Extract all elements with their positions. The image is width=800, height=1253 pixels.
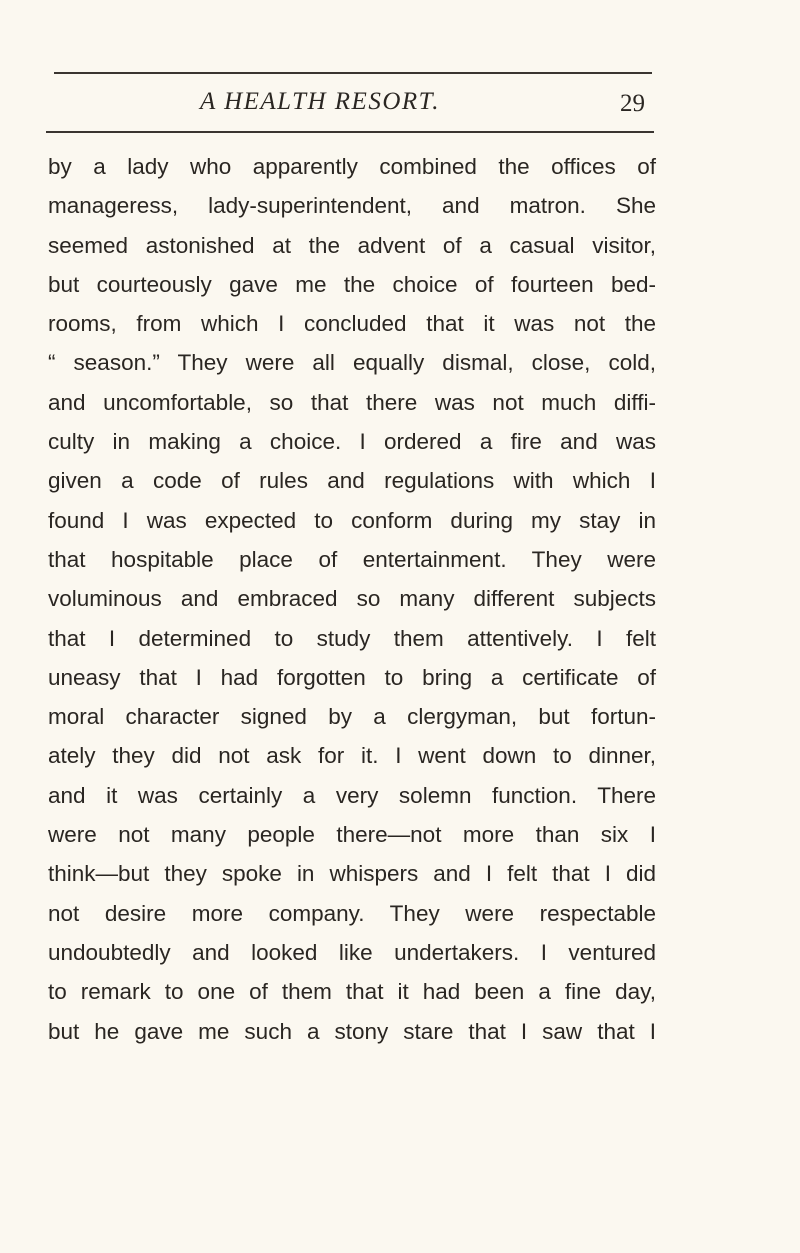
text-line: were not many people there—not more than six I <box>48 822 656 848</box>
text-line: rooms, from which I concluded that it was not the <box>48 311 656 337</box>
text-line: by a lady who apparently combined the offices of <box>48 154 656 179</box>
page-number: 29 <box>620 90 645 117</box>
text-line: seemed astonished at the advent of a casual visitor, <box>48 232 656 258</box>
running-title: A HEALTH RESORT. <box>200 88 440 115</box>
text-line: not desire more company. They were respectable <box>48 900 656 926</box>
text-line: and it was certainly a very solemn function. There <box>48 782 656 808</box>
text-line: moral character signed by a clergyman, but fortun- <box>48 704 656 730</box>
text-line: ately they did not ask for it. I went down to dinner, <box>48 743 656 769</box>
text-line: to remark to one of them that it had been a fine day, <box>48 979 656 1005</box>
text-line: manageress, lady-superintendent, and matron. She <box>48 193 656 219</box>
text-line: culty in making a choice. I ordered a fire and was <box>48 429 656 455</box>
text-line: but courteously gave me the choice of fourteen bed- <box>48 271 656 297</box>
text-line: found I was expected to conform during my stay in <box>48 507 656 533</box>
body-text <box>48 147 656 1051</box>
header-bottom-rule <box>46 131 654 133</box>
text-line: that I determined to study them attentively. I felt <box>48 625 656 651</box>
text-line: uneasy that I had forgotten to bring a certificate of <box>48 664 656 690</box>
text-line: think—but they spoke in whispers and I felt that I did <box>48 861 656 887</box>
text-line: and uncomfortable, so that there was not much diffi- <box>48 389 656 415</box>
text-line: voluminous and embraced so many different subjects <box>48 586 656 612</box>
header-top-rule <box>54 72 652 74</box>
text-line: undoubtedly and looked like undertakers. I ventured <box>48 939 656 965</box>
text-line: that hospitable place of entertainment. They were <box>48 546 656 572</box>
text-line: given a code of rules and regulations with which I <box>48 468 656 494</box>
text-line: “ season.” They were all equally dismal, close, cold, <box>48 350 656 376</box>
text-line: but he gave me such a stony stare that I saw that I <box>48 1018 656 1044</box>
